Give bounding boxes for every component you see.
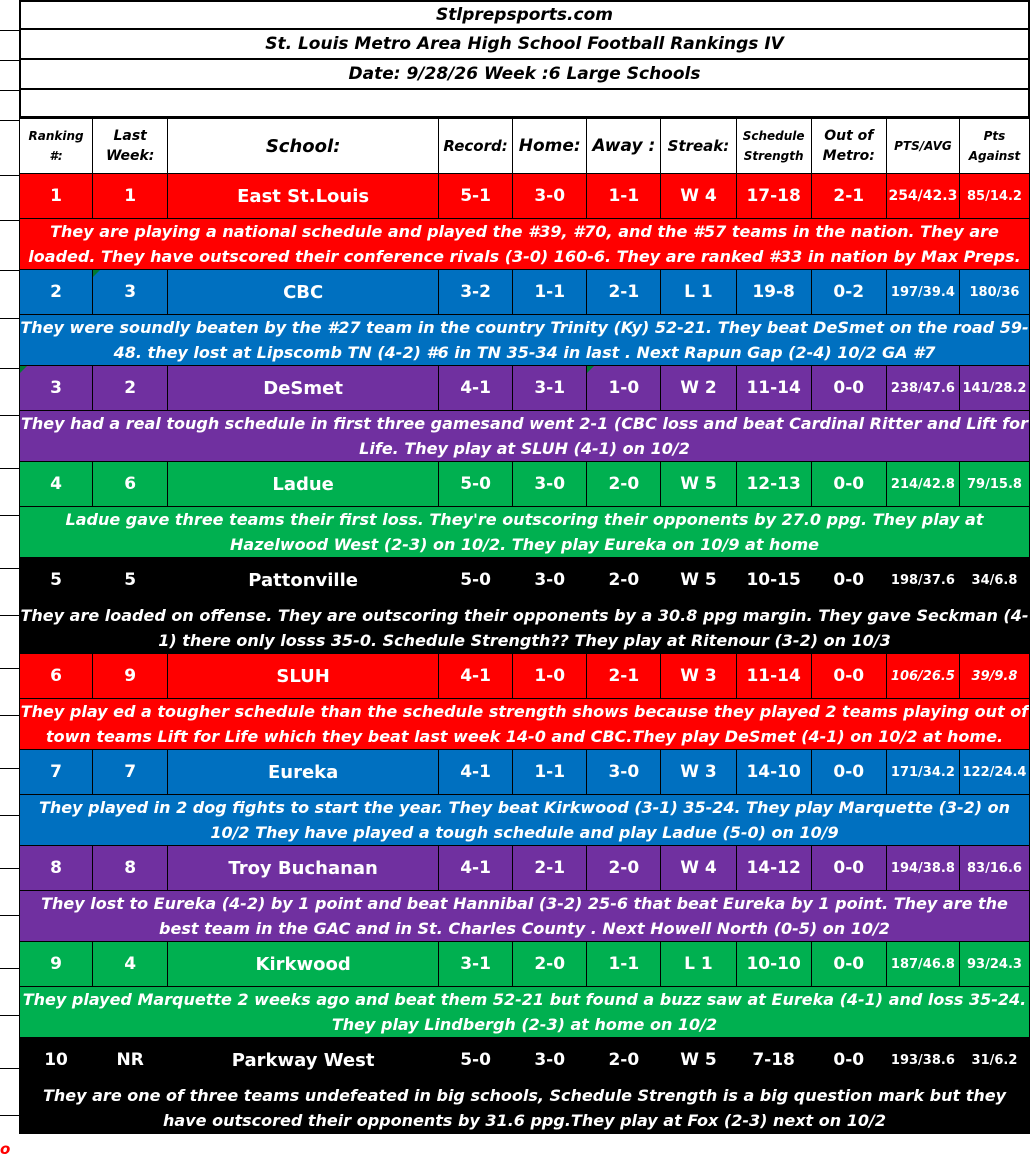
pts-avg-cell: 214/42.8 — [886, 462, 959, 507]
pts-against-cell: 39/9.8 — [959, 654, 1029, 699]
out-of-metro-cell: 0-0 — [811, 846, 886, 891]
streak-cell: W 3 — [661, 654, 736, 699]
streak-cell: W 4 — [661, 174, 736, 219]
last-week-cell: 6 — [93, 462, 168, 507]
rank-cell: 5 — [20, 558, 93, 603]
pts-avg-cell: 238/47.6 — [886, 366, 959, 411]
rank-cell: 3 — [20, 366, 93, 411]
pts-against-cell: 93/24.3 — [959, 942, 1029, 987]
ranking-row — [20, 1038, 1030, 1083]
out-of-metro-cell: 0-2 — [811, 270, 886, 315]
home-cell: 2-1 — [513, 846, 587, 891]
school-cell: DeSmet — [168, 366, 439, 411]
school-cell: SLUH — [168, 654, 439, 699]
pts-avg-cell: 106/26.5 — [886, 654, 959, 699]
out-of-metro-cell: 0-0 — [811, 1038, 886, 1083]
away-cell: 2-0 — [587, 1038, 661, 1083]
team-description: They had a real tough schedule in first three gamesand went 2-1 (CBC loss and beat Cardinal Ritter and Lift for Life. They play at SLUH (4-1) on 10/2 — [20, 411, 1030, 462]
last-week-cell: 8 — [93, 846, 168, 891]
team-description: They are playing a national schedule and played the #39, #70, and the #57 teams in the nation. They are loaded. They have outscored their conference rivals (3-0) 160-6. They are ranked #33 in nation by Max Preps. — [20, 219, 1030, 270]
record-cell: 5-1 — [439, 174, 513, 219]
description-row — [20, 1083, 1030, 1134]
record-cell: 4-1 — [439, 654, 513, 699]
school-cell: Parkway West — [168, 1038, 439, 1083]
date-line: Date: 9/28/26 Week :6 Large Schools — [19, 60, 1030, 90]
schedule-strength-cell: 14-12 — [736, 846, 811, 891]
away-cell: 2-0 — [587, 558, 661, 603]
out-of-metro-cell: 0-0 — [811, 750, 886, 795]
pts-avg-cell: 254/42.3 — [886, 174, 959, 219]
rank-cell: 6 — [20, 654, 93, 699]
away-cell: 2-1 — [587, 654, 661, 699]
schedule-strength-cell: 19-8 — [736, 270, 811, 315]
streak-cell: W 2 — [661, 366, 736, 411]
school-cell: East St.Louis — [168, 174, 439, 219]
pts-avg-cell: 171/34.2 — [886, 750, 959, 795]
pts-against-cell: 180/36 — [959, 270, 1029, 315]
left-row-gutter — [0, 0, 19, 1166]
schedule-strength-cell: 10-10 — [736, 942, 811, 987]
rank-cell: 10 — [20, 1038, 93, 1083]
blank-row — [19, 90, 1030, 118]
team-description: They lost to Eureka (4-2) by 1 point and beat Hannibal (3-2) 25-6 that beat Eureka by 1 point. They are the best team in the GAC and in St. Charles County . Next Howell North (0-5) on 10/2 — [20, 891, 1030, 942]
last-week-cell: 2 — [93, 366, 168, 411]
col-out-of-metro: Out of Metro: — [811, 119, 886, 174]
record-cell: 5-0 — [439, 558, 513, 603]
page-title: St. Louis Metro Area High School Football Rankings IV — [19, 30, 1030, 60]
col-rank: Ranking #: — [20, 119, 93, 174]
streak-cell: W 5 — [661, 462, 736, 507]
pts-avg-cell: 198/37.6 — [886, 558, 959, 603]
description-row — [20, 699, 1030, 750]
last-week-cell: 5 — [93, 558, 168, 603]
col-pts-avg: PTS/AVG — [886, 119, 959, 174]
record-cell: 4-1 — [439, 750, 513, 795]
ranking-row — [20, 366, 1030, 411]
home-cell: 3-0 — [513, 462, 587, 507]
school-cell: Troy Buchanan — [168, 846, 439, 891]
out-of-metro-cell: 0-0 — [811, 366, 886, 411]
schedule-strength-cell: 12-13 — [736, 462, 811, 507]
col-schedule-strength: Schedule Strength — [736, 119, 811, 174]
away-cell: 1-1 — [587, 942, 661, 987]
home-cell: 3-1 — [513, 366, 587, 411]
description-row — [20, 795, 1030, 846]
ranking-row — [20, 942, 1030, 987]
pts-against-cell: 122/24.4 — [959, 750, 1029, 795]
pts-avg-cell: 187/46.8 — [886, 942, 959, 987]
last-week-cell: 9 — [93, 654, 168, 699]
description-row — [20, 987, 1030, 1038]
last-week-cell: NR — [93, 1038, 168, 1083]
away-cell: 3-0 — [587, 750, 661, 795]
ranking-row — [20, 846, 1030, 891]
rank-cell: 8 — [20, 846, 93, 891]
rankings-table — [19, 118, 1030, 1134]
record-cell: 4-1 — [439, 846, 513, 891]
rankings-sheet — [19, 0, 1030, 1134]
record-cell: 3-1 — [439, 942, 513, 987]
schedule-strength-cell: 10-15 — [736, 558, 811, 603]
record-cell: 5-0 — [439, 462, 513, 507]
team-description: They are one of three teams undefeated in big schools, Schedule Strength is a big question mark but they have outscored their opponents by 31.6 ppg.They play at Fox (2-3) next on 10/2 — [20, 1083, 1030, 1134]
description-row — [20, 507, 1030, 558]
schedule-strength-cell: 11-14 — [736, 654, 811, 699]
col-away: Away : — [587, 119, 661, 174]
rank-cell: 2 — [20, 270, 93, 315]
pts-against-cell: 34/6.8 — [959, 558, 1029, 603]
home-cell: 1-0 — [513, 654, 587, 699]
pts-against-cell: 31/6.2 — [959, 1038, 1029, 1083]
description-row — [20, 411, 1030, 462]
col-home: Home: — [513, 119, 587, 174]
rank-cell: 1 — [20, 174, 93, 219]
streak-cell: W 5 — [661, 1038, 736, 1083]
last-week-cell: 4 — [93, 942, 168, 987]
school-cell: CBC — [168, 270, 439, 315]
school-cell: Eureka — [168, 750, 439, 795]
pts-against-cell: 83/16.6 — [959, 846, 1029, 891]
ranking-row — [20, 654, 1030, 699]
record-cell: 3-2 — [439, 270, 513, 315]
home-cell: 3-0 — [513, 1038, 587, 1083]
away-cell: 2-1 — [587, 270, 661, 315]
description-row — [20, 315, 1030, 366]
site-title: Stlprepsports.com — [19, 0, 1030, 30]
ranking-row — [20, 750, 1030, 795]
out-of-metro-cell: 0-0 — [811, 558, 886, 603]
pts-against-cell: 85/14.2 — [959, 174, 1029, 219]
away-cell: 2-0 — [587, 462, 661, 507]
rank-cell: 4 — [20, 462, 93, 507]
pts-avg-cell: 197/39.4 — [886, 270, 959, 315]
home-cell: 3-0 — [513, 558, 587, 603]
schedule-strength-cell: 17-18 — [736, 174, 811, 219]
last-week-cell: 1 — [93, 174, 168, 219]
streak-cell: W 3 — [661, 750, 736, 795]
away-cell: 1-0 — [587, 366, 661, 411]
schedule-strength-cell: 7-18 — [736, 1038, 811, 1083]
col-school: School: — [168, 119, 439, 174]
home-cell: 2-0 — [513, 942, 587, 987]
out-of-metro-cell: 2-1 — [811, 174, 886, 219]
team-description: They played Marquette 2 weeks ago and beat them 52-21 but found a buzz saw at Eureka (4-1) and loss 35-24. They play Lindbergh (2-3) at home on 10/2 — [20, 987, 1030, 1038]
schedule-strength-cell: 14-10 — [736, 750, 811, 795]
col-last-week: Last Week: — [93, 119, 168, 174]
ranking-row — [20, 462, 1030, 507]
out-of-metro-cell: 0-0 — [811, 462, 886, 507]
ranking-row — [20, 558, 1030, 603]
away-cell: 1-1 — [587, 174, 661, 219]
description-row — [20, 219, 1030, 270]
col-streak: Streak: — [661, 119, 736, 174]
pts-avg-cell: 193/38.6 — [886, 1038, 959, 1083]
home-cell: 1-1 — [513, 270, 587, 315]
description-row — [20, 603, 1030, 654]
school-cell: Kirkwood — [168, 942, 439, 987]
school-cell: Ladue — [168, 462, 439, 507]
team-description: They are loaded on offense. They are outscoring their opponents by a 30.8 ppg margin. They gave Seckman (4-1) there only losss 35-0. Schedule Strength?? They play at Ritenour (3-2) on 10/3 — [20, 603, 1030, 654]
pts-against-cell: 79/15.8 — [959, 462, 1029, 507]
home-cell: 1-1 — [513, 750, 587, 795]
team-description: Ladue gave three teams their first loss. They're outscoring their opponents by 27.0 ppg. They play at Hazelwood West (2-3) on 10/2. They play Eureka on 10/9 at home — [20, 507, 1030, 558]
description-row — [20, 891, 1030, 942]
streak-cell: L 1 — [661, 270, 736, 315]
out-of-metro-cell: 0-0 — [811, 654, 886, 699]
streak-cell: L 1 — [661, 942, 736, 987]
streak-cell: W 5 — [661, 558, 736, 603]
out-of-metro-cell: 0-0 — [811, 942, 886, 987]
col-pts-against: Pts Against — [959, 119, 1029, 174]
home-cell: 3-0 — [513, 174, 587, 219]
streak-cell: W 4 — [661, 846, 736, 891]
school-cell: Pattonville — [168, 558, 439, 603]
edge-mark: o — [0, 1140, 11, 1158]
ranking-row — [20, 270, 1030, 315]
pts-against-cell: 141/28.2 — [959, 366, 1029, 411]
schedule-strength-cell: 11-14 — [736, 366, 811, 411]
team-description: They played in 2 dog fights to start the year. They beat Kirkwood (3-1) 35-24. They play Marquette (3-2) on 10/2 They have played a tough schedule and play Ladue (5-0) on 10/9 — [20, 795, 1030, 846]
record-cell: 4-1 — [439, 366, 513, 411]
last-week-cell: 7 — [93, 750, 168, 795]
rank-cell: 9 — [20, 942, 93, 987]
ranking-row — [20, 174, 1030, 219]
team-description: They play ed a tougher schedule than the schedule strength shows because they played 2 teams playing out of town teams Lift for Life which they beat last week 14-0 and CBC.They play DeSmet (4-1) on 10/2 at home. — [20, 699, 1030, 750]
rank-cell: 7 — [20, 750, 93, 795]
team-description: They were soundly beaten by the #27 team in the country Trinity (Ky) 52-21. They beat DeSmet on the road 59-48. they lost at Lipscomb TN (4-2) #6 in TN 35-34 in last . Next Rapun Gap (2-4) 10/2 GA #7 — [20, 315, 1030, 366]
column-header-row — [20, 119, 1030, 174]
record-cell: 5-0 — [439, 1038, 513, 1083]
pts-avg-cell: 194/38.8 — [886, 846, 959, 891]
last-week-cell: 3 — [93, 270, 168, 315]
away-cell: 2-0 — [587, 846, 661, 891]
col-record: Record: — [439, 119, 513, 174]
